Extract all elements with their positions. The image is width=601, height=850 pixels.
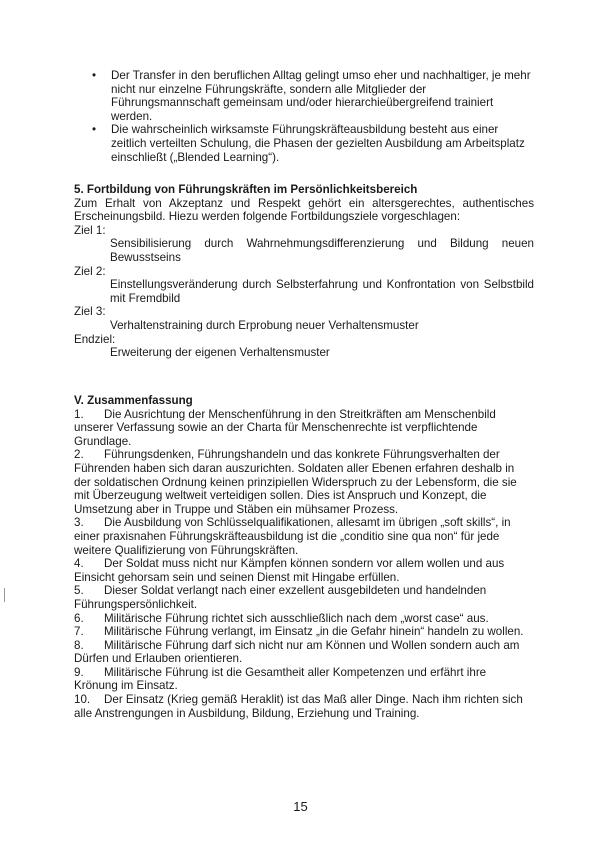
section-5-heading: 5. Fortbildung von Führungskräften im Persönlichkeitsbereich bbox=[74, 183, 418, 196]
summary-item bbox=[74, 516, 532, 557]
section-5 bbox=[74, 183, 534, 360]
item-number: 3. bbox=[74, 516, 84, 530]
goal-label: Endziel: bbox=[74, 332, 116, 346]
goal-text: Verhaltenstraining durch Erprobung neuer Verhaltensmuster bbox=[110, 318, 419, 332]
item-number: 2. bbox=[74, 448, 84, 462]
item-text: Militärische Führung ist die Gesamtheit aller Kompetenzen und erfährt ihre Krönung im Einsatz. bbox=[74, 665, 487, 693]
item-number: 6. bbox=[74, 611, 84, 625]
item-text: Führungsdenken, Führungshandeln und das konkrete Führungsverhalten der Führenden haben sich daran auszurichten. Soldaten aller Ebenen erfahren deshalb in der soldatischen Ordnung keinen prinzipiellen Widerspruch zu der Lebensform, die sie mit Überzeugung weltweit verteidigen sollen. Dies ist Anspruch und Konzept, die Umsetzung aber in Truppe und Stäben ein mühsamer Prozess. bbox=[74, 448, 517, 516]
goal-label: Ziel 1: bbox=[74, 223, 106, 237]
bullet-item: • Die wahrscheinlich wirksamste Führungskräfteausbildung besteht aus einer zeitlich verteilten Schulung, die Phasen der gezielten Ausbildung am Arbeitsplatz einschließt („Blended Learning“). bbox=[92, 123, 532, 164]
goal-label: Ziel 3: bbox=[74, 305, 106, 319]
bullet-item: • Der Transfer in den beruflichen Alltag gelingt umso eher und nachhaltiger, je mehr nicht nur einzelne Führungskräfte, sondern alle Mitglieder der Führungsmannschaft gemeinsam und/oder hierarchieübergreifend trainiert werden. bbox=[92, 69, 532, 123]
summary-heading: V. Zusammenfassung bbox=[74, 394, 193, 407]
item-number: 1. bbox=[74, 407, 84, 421]
goal-label: Ziel 2: bbox=[74, 264, 106, 278]
summary-item bbox=[74, 584, 532, 611]
goal-text: Sensibilisierung durch Wahrnehmungsdifferenzierung und Bildung neuen Bewusstseins bbox=[110, 237, 534, 264]
item-number: 9. bbox=[74, 665, 84, 679]
section-5-intro: Zum Erhalt von Akzeptanz und Respekt gehört ein altersgerechtes, authentisches Erscheinungsbild. Hiezu werden folgende Fortbildungsziele vorgeschlagen: bbox=[74, 196, 534, 224]
item-text: Militärische Führung richtet sich ausschließlich nach dem „worst case“ aus. bbox=[104, 611, 489, 625]
item-text: Dieser Soldat verlangt nach einer exzellent ausgebildeten und handelnden Führungspersönlichkeit. bbox=[74, 584, 487, 611]
summary-section bbox=[74, 394, 532, 720]
summary-item bbox=[74, 625, 532, 639]
summary-item bbox=[74, 408, 532, 449]
item-text: Die Ausrichtung der Menschenführung in den Streitkräften am Menschenbild unserer Verfassung sowie an der Charta für Menschenrechte ist verpflichtende Grundlage. bbox=[74, 407, 496, 448]
goal-text: Einstellungsveränderung durch Selbsterfahrung und Konfrontation von Selbstbild mit Fremdbild bbox=[110, 278, 534, 305]
item-text: Die Ausbildung von Schlüsselqualifikationen, allesamt im übrigen „soft skills“, in einer praxisnahen Führungskräfteausbildung ist die „conditio sine qua non“ für jede weitere Qualifizierung von Führungskräften. bbox=[74, 516, 511, 557]
item-number: 10. bbox=[74, 693, 91, 707]
item-text: Der Einsatz (Krieg gemäß Heraklit) ist das Maß aller Dinge. Nach ihm richten sich alle Anstrengungen in Ausbildung, Bildung, Erziehung und Training. bbox=[74, 693, 523, 720]
page-number: 15 bbox=[293, 799, 308, 814]
summary-item bbox=[74, 693, 532, 720]
item-number: 4. bbox=[74, 557, 84, 571]
item-number: 5. bbox=[74, 584, 84, 598]
item-text: Der Soldat muss nicht nur Kämpfen können sondern vor allem wollen und aus Einsicht gehorsam sein und seinen Dienst mit Hingabe erfüllen. bbox=[74, 557, 505, 584]
summary-item bbox=[74, 639, 532, 666]
item-text: Militärische Führung verlangt, im Einsatz „in die Gefahr hinein“ handeln zu wollen. bbox=[104, 625, 524, 639]
bullet-list bbox=[92, 69, 532, 164]
summary-item bbox=[74, 557, 532, 584]
scan-margin-mark bbox=[4, 588, 5, 602]
summary-item bbox=[74, 448, 532, 516]
item-number: 8. bbox=[74, 638, 84, 652]
summary-item bbox=[74, 666, 532, 693]
goal-text: Erweiterung der eigenen Verhaltensmuster bbox=[110, 346, 330, 360]
item-number: 7. bbox=[74, 625, 84, 639]
summary-item bbox=[74, 612, 532, 626]
item-text: Militärische Führung darf sich nicht nur am Können und Wollen sondern auch am Dürfen und Erlauben orientieren. bbox=[74, 638, 520, 666]
